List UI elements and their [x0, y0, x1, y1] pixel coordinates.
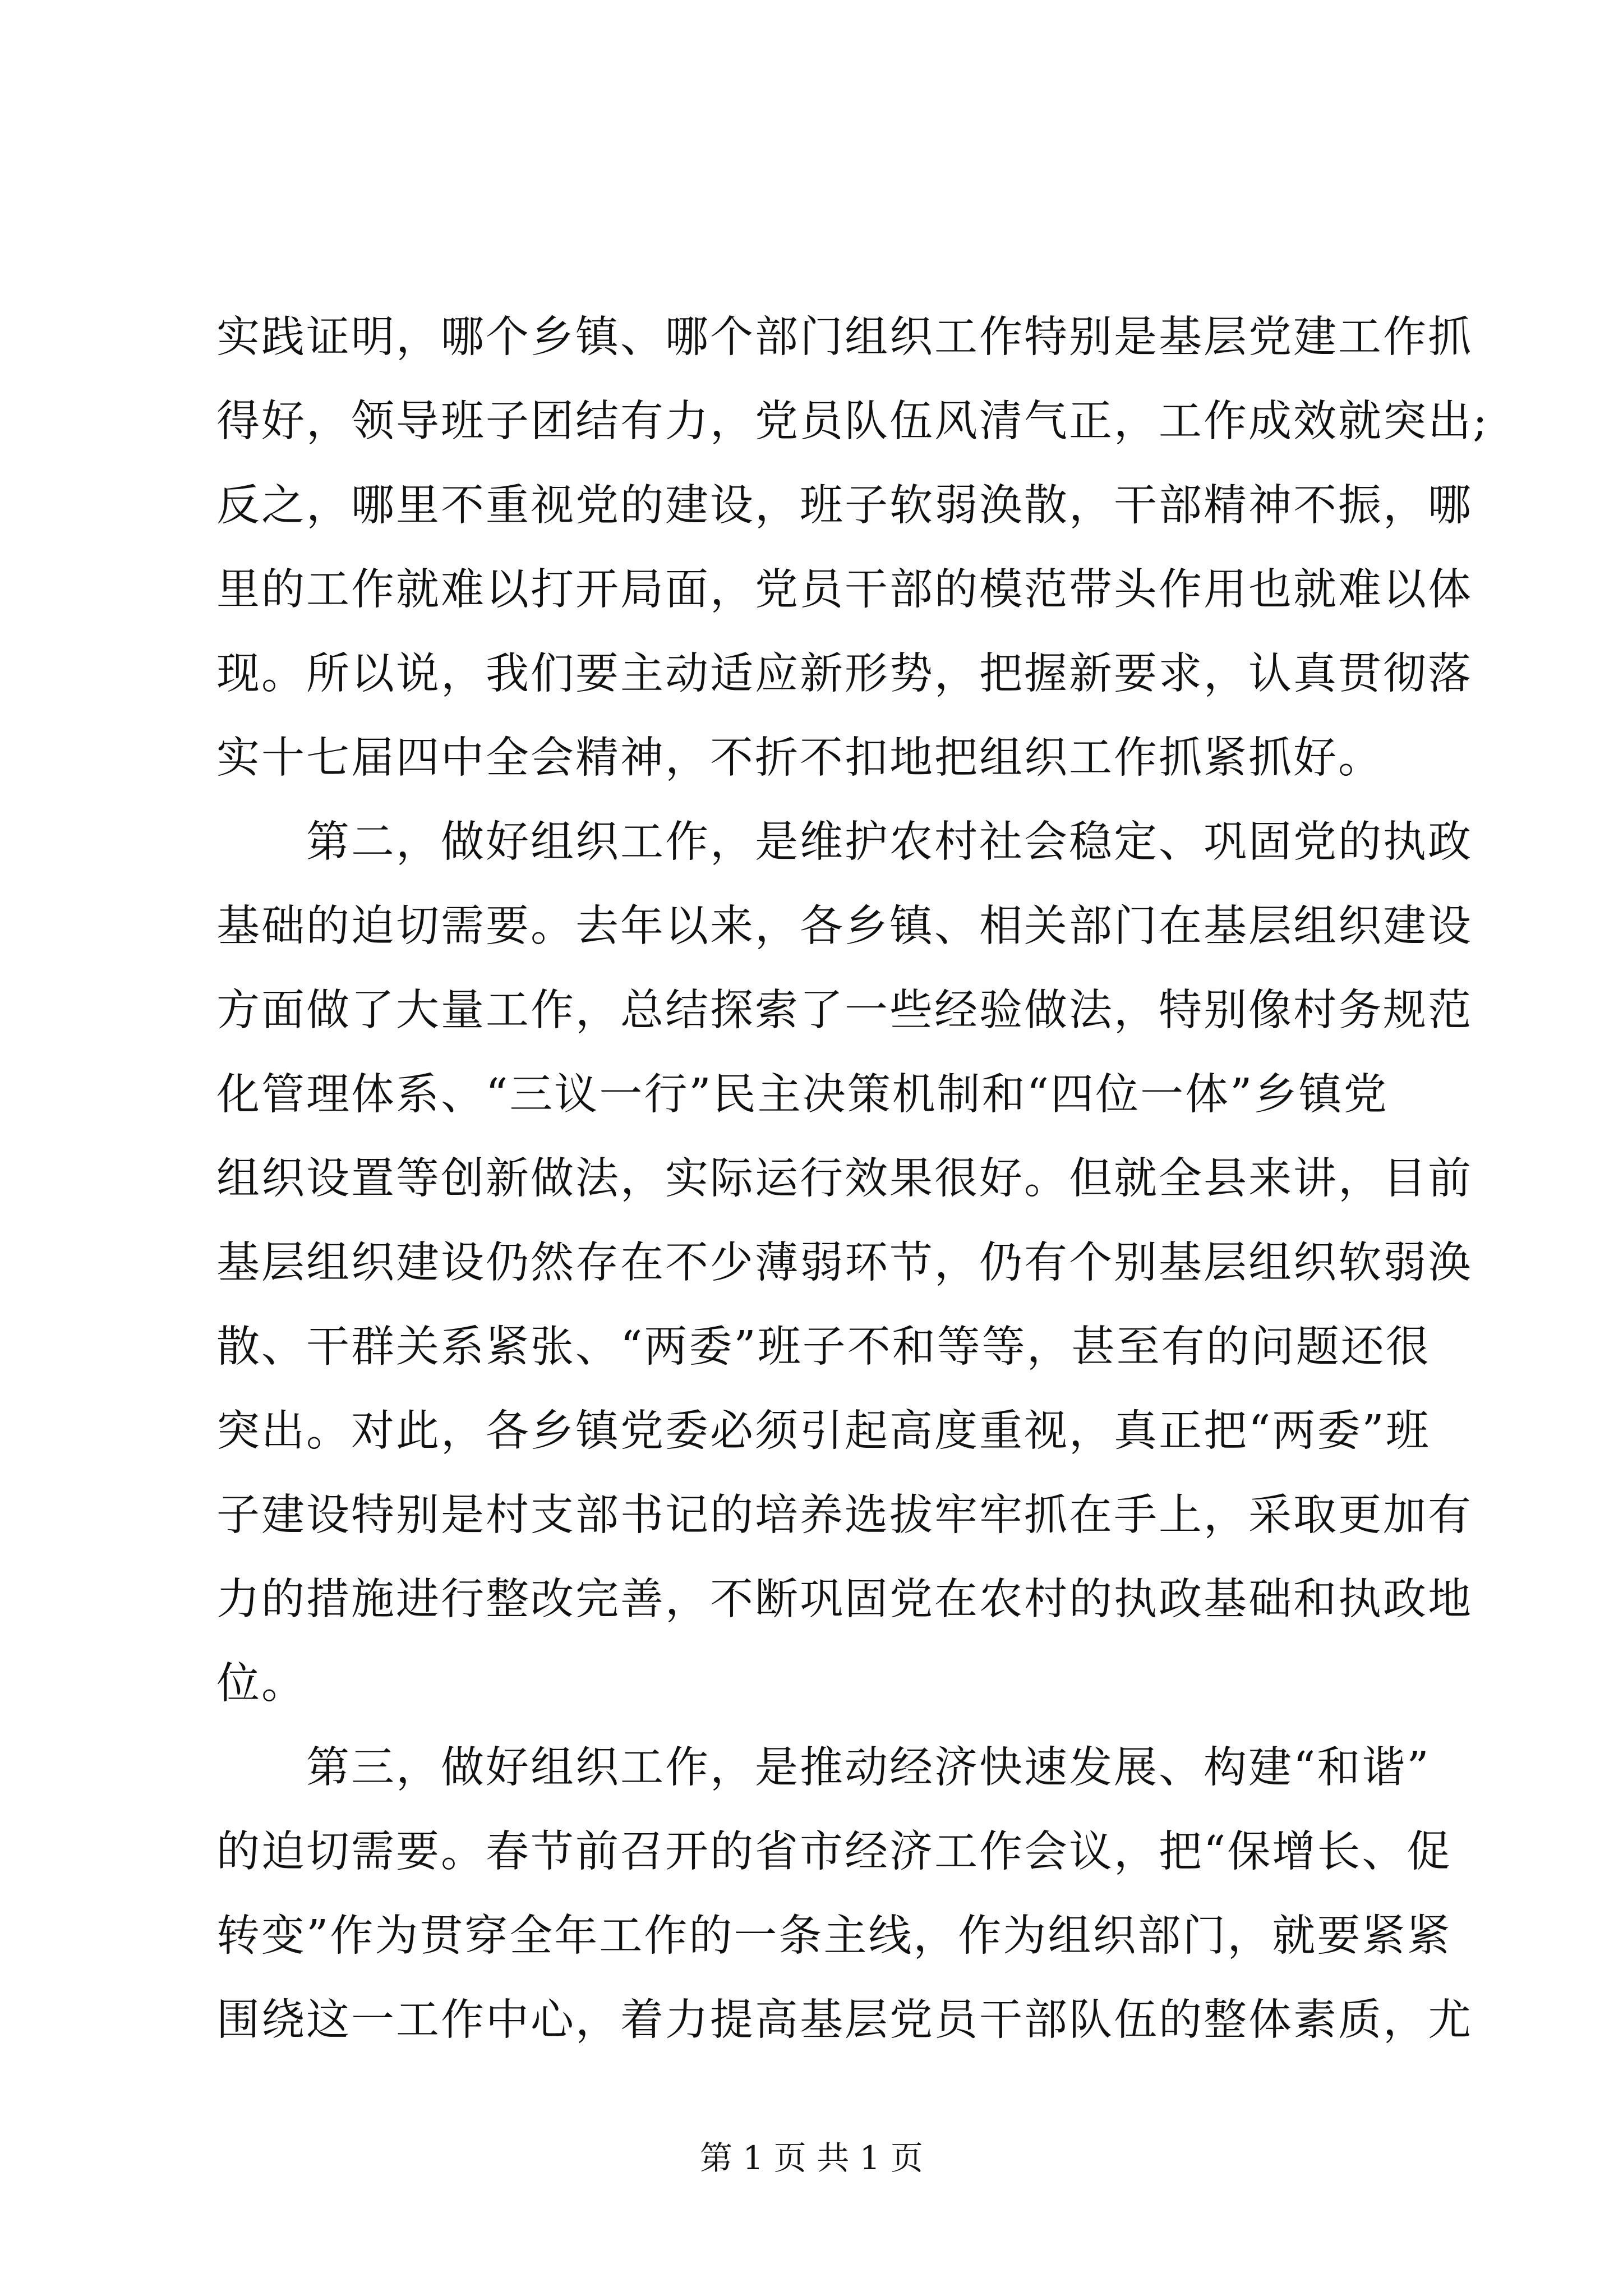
text-line: 实践证明，哪个乡镇、哪个部门组织工作特别是基层党建工作抓: [216, 312, 1473, 362]
text-line: 化管理体系、“三议一行”民主决策机制和“四位一体”乡镇党: [216, 1070, 1389, 1120]
text-line: 组织设置等创新做法，实际运行效果很好。但就全县来讲，目前: [216, 1154, 1473, 1204]
text-line: 围绕这一工作中心，着力提高基层党员干部队伍的整体素质，尤: [216, 1995, 1473, 2045]
text-line: 现。所以说，我们要主动适应新形势，把握新要求，认真贯彻落: [216, 649, 1473, 699]
text-line: 里的工作就难以打开局面，党员干部的模范带头作用也就难以体: [216, 565, 1473, 615]
text-line: 散、干群关系紧张、“两委”班子不和等等，甚至有的问题还很: [216, 1322, 1431, 1372]
text-line: 转变”作为贯穿全年工作的一条主线，作为组织部门，就要紧紧: [216, 1911, 1452, 1961]
text-line: 方面做了大量工作，总结探索了一些经验做法，特别像村务规范: [216, 986, 1473, 1036]
page-number-footer: 第 1 页 共 1 页: [700, 2139, 923, 2177]
text-line: 得好，领导班子团结有力，党员队伍风清气正，工作成效就突出;: [216, 397, 1489, 447]
text-line: 基础的迫切需要。去年以来，各乡镇、相关部门在基层组织建设: [216, 901, 1473, 951]
text-line: 实十七届四中全会精神，不折不扣地把组织工作抓紧抓好。: [216, 733, 1383, 783]
text-line: 位。: [216, 1659, 306, 1709]
text-line: 力的措施进行整改完善，不断巩固党在农村的执政基础和执政地: [216, 1575, 1473, 1625]
text-line: 第三，做好组织工作，是推动经济快速发展、构建“和谐”: [216, 1743, 1431, 1793]
text-line: 的迫切需要。春节前召开的省市经济工作会议，把“保增长、促: [216, 1827, 1452, 1877]
text-line: 突出。对此，各乡镇党委必须引起高度重视，真正把“两委”班: [216, 1406, 1431, 1456]
text-line: 子建设特别是村支部书记的培养选拔牢牢抓在手上，采取更加有: [216, 1490, 1473, 1540]
text-line: 基层组织建设仍然存在不少薄弱环节，仍有个别基层组织软弱涣: [216, 1238, 1473, 1288]
text-line: 反之，哪里不重视党的建设，班子软弱涣散，干部精神不振，哪: [216, 481, 1473, 531]
text-line: 第二，做好组织工作，是维护农村社会稳定、巩固党的执政: [216, 817, 1473, 867]
